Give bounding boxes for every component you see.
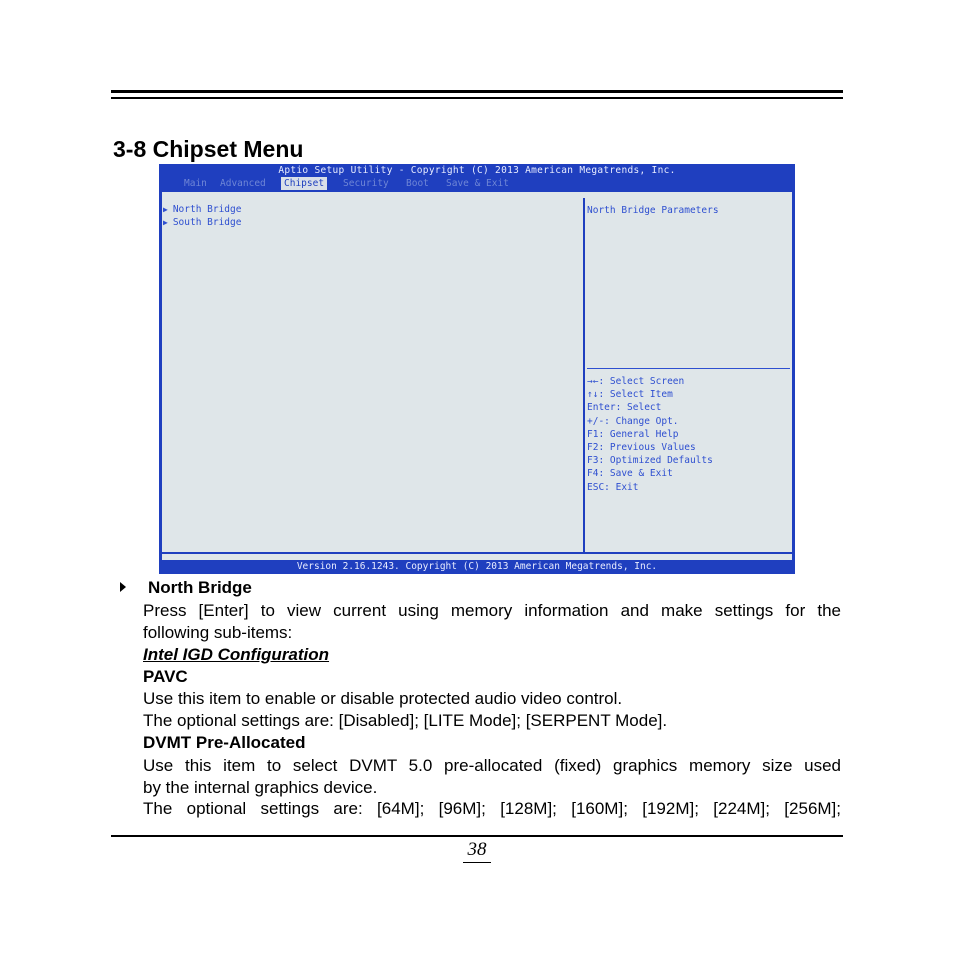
bios-panel-divider [583, 198, 585, 553]
bios-title-bar: Aptio Setup Utility - Copyright (C) 2013 American Megatrends, Inc. [159, 164, 795, 177]
intro-line-1: Press [Enter] to view current using memory information and make settings for the [143, 601, 841, 620]
bios-tab-bar [159, 177, 795, 190]
dvmt-description-line-2: by the internal graphics device. [143, 778, 378, 797]
key-hint: Enter: Select [587, 402, 662, 414]
key-hint: ESC: Exit [587, 481, 639, 493]
dvmt-description-line-1: Use this item to select DVMT 5.0 pre-allocated (fixed) graphics memory size used [143, 756, 841, 775]
menu-item-label: North Bridge [172, 204, 242, 215]
key-hint: +/-: Change Opt. [587, 415, 679, 427]
item-title-pavc: PAVC [143, 667, 188, 686]
key-hint: F4: Save & Exit [587, 468, 673, 480]
page-heading: 3-8 Chipset Menu [113, 136, 304, 162]
dvmt-options: The optional settings are: [64M]; [96M]; [128M]; [160M]; [192M]; [224M]; [256M]; [143, 799, 841, 818]
tab-advanced[interactable]: Advanced [220, 178, 266, 189]
help-panel-title: North Bridge Parameters [587, 205, 719, 216]
bullet-arrow-icon [120, 582, 126, 592]
key-hint: ↑↓: Select Item [587, 389, 673, 401]
bios-bottom-border [159, 552, 795, 554]
pavc-description: Use this item to enable or disable protected audio video control. [143, 689, 623, 708]
intro-line-2: following sub-items: [143, 623, 293, 642]
pavc-options: The optional settings are: [Disabled]; [LITE Mode]; [SERPENT Mode]. [143, 711, 668, 730]
item-title-dvmt: DVMT Pre-Allocated [143, 733, 306, 752]
footer-rule [111, 835, 843, 837]
bios-left-border [159, 190, 162, 560]
section-title: North Bridge [148, 578, 252, 597]
bios-right-border [792, 190, 795, 560]
submenu-arrow-icon: ▶ [163, 205, 168, 214]
bios-footer-bar: Version 2.16.1243. Copyright (C) 2013 American Megatrends, Inc. [159, 560, 795, 574]
tab-chipset[interactable]: Chipset [281, 177, 327, 190]
page-number: 38 [463, 838, 491, 863]
header-rule-thick [111, 90, 843, 93]
key-hint: F3: Optimized Defaults [587, 455, 713, 467]
help-separator [587, 368, 790, 369]
key-hint: →←: Select Screen [587, 376, 685, 387]
bios-screenshot [159, 164, 795, 574]
tab-main[interactable]: Main [184, 178, 207, 189]
tab-security[interactable]: Security [343, 178, 389, 189]
key-hint: F2: Previous Values [587, 442, 696, 454]
tab-boot[interactable]: Boot [406, 178, 429, 189]
key-legend [587, 375, 713, 494]
tab-save-exit[interactable]: Save & Exit [446, 178, 509, 189]
header-rule-thin [111, 97, 843, 99]
key-hint: F1: General Help [587, 428, 679, 440]
subheading-intel-igd: Intel IGD Configuration [143, 645, 330, 664]
submenu-arrow-icon: ▶ [163, 218, 168, 227]
menu-item-south-bridge[interactable] [163, 216, 241, 229]
menu-item-label: South Bridge [172, 217, 242, 228]
menu-item-north-bridge[interactable] [163, 203, 241, 216]
